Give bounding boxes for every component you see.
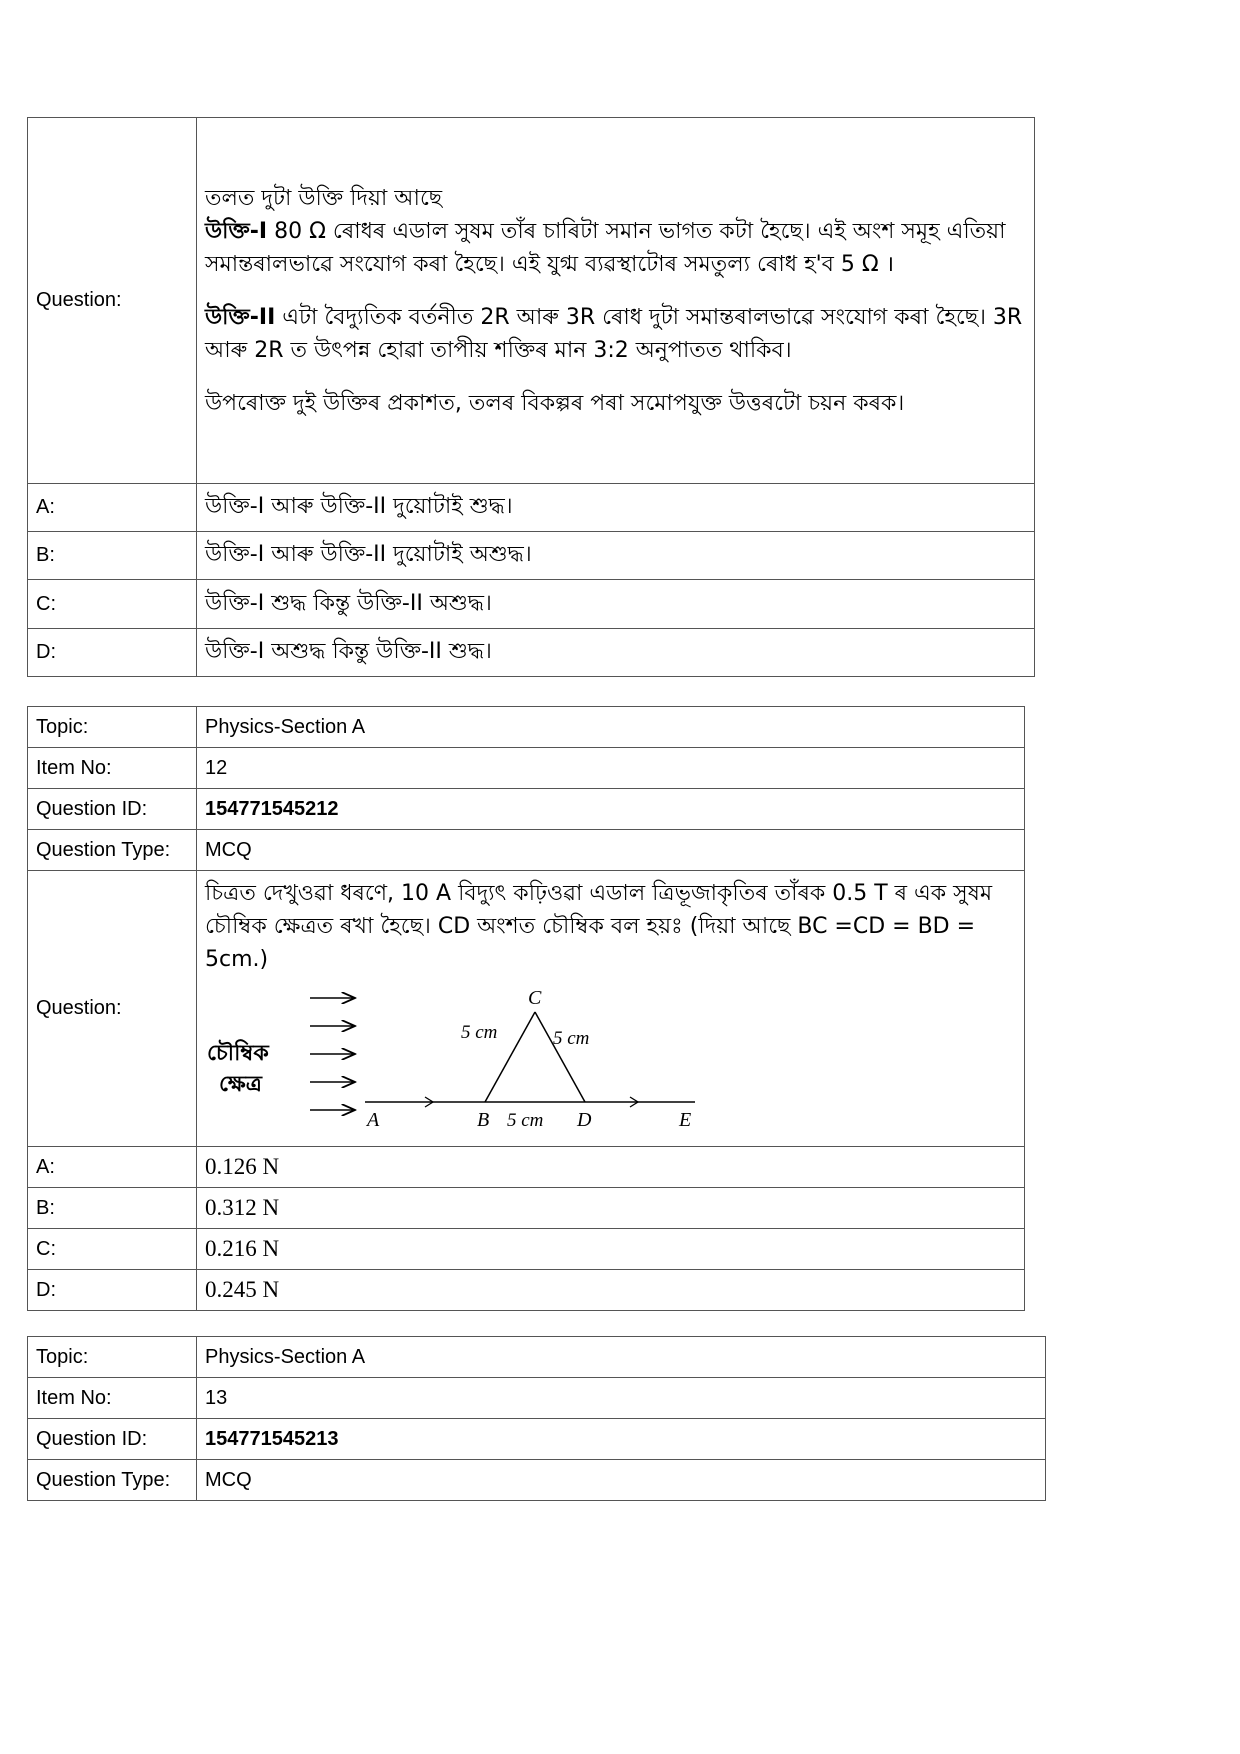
statement-2-title: উক্তি-II	[205, 304, 276, 330]
item-no-label: Item No:	[28, 1378, 197, 1419]
magnetic-field-arrows	[310, 998, 355, 1110]
meta-row	[28, 830, 1025, 871]
question-type-value: MCQ	[197, 830, 1025, 871]
option-text: 0.126 N	[197, 1147, 1025, 1188]
field-label-1: চৌম্বিক	[207, 1041, 269, 1066]
option-text: উক্তি-I শুদ্ধ কিন্তু উক্তি-II অশুদ্ধ।	[197, 580, 1035, 629]
question-11-table	[27, 117, 1035, 677]
option-row	[28, 484, 1035, 532]
option-text: উক্তি-I অশুদ্ধ কিন্তু উক্তি-II শুদ্ধ।	[197, 629, 1035, 677]
option-label: C:	[28, 1229, 197, 1270]
option-row	[28, 580, 1035, 629]
statement-1-title: উক্তি-I	[205, 218, 268, 244]
option-row	[28, 1188, 1025, 1229]
statement-2-text: এটা বৈদ্যুতিক বৰ্তনীত 2R আৰু 3R ৰোধ দুটা সমান্তৰালভাৱে সংযোগ কৰা হৈছে। 3R আৰু 2R ত উৎপন্ন হোৱা তাপীয় শক্তিৰ মান 3:2 অনুপাতত থাকিব।	[205, 304, 1023, 363]
field-label-2: ক্ষেত্ৰ	[219, 1072, 262, 1097]
question-text	[197, 871, 1025, 1147]
item-no-label: Item No:	[28, 748, 197, 789]
option-label: D:	[28, 629, 197, 677]
item-no-value: 13	[197, 1378, 1046, 1419]
statement-1-text: 80 Ω ৰোধৰ এডাল সুষম তাঁৰ চাৰিটা সমান ভাগত কটা হৈছে। এই অংশ সমূহ এতিয়া সমান্তৰালভাৱে সংযোগ কৰা হৈছে। এই যুগ্ম ব্যৱস্থাটোৰ সমতুল্য ৰোধ হ'ব 5 Ω ।	[205, 218, 1006, 277]
option-row	[28, 532, 1035, 580]
point-a-label: A	[367, 1109, 380, 1131]
point-c-label: C	[528, 987, 542, 1009]
question-intro: তলত দুটা উক্তি দিয়া আছে	[205, 185, 443, 211]
question-type-label: Question Type:	[28, 1460, 197, 1501]
option-label: A:	[28, 484, 197, 532]
statement-1	[205, 215, 1026, 281]
option-row	[28, 1270, 1025, 1311]
option-row	[28, 1147, 1025, 1188]
item-no-value: 12	[197, 748, 1025, 789]
meta-row	[28, 707, 1025, 748]
statement-2	[205, 301, 1026, 367]
topic-label: Topic:	[28, 707, 197, 748]
option-label: B:	[28, 532, 197, 580]
question-id-label: Question ID:	[28, 789, 197, 830]
question-text	[197, 118, 1035, 484]
question-type-label: Question Type:	[28, 830, 197, 871]
option-text: 0.245 N	[197, 1270, 1025, 1311]
option-text: 0.216 N	[197, 1229, 1025, 1270]
meta-row	[28, 748, 1025, 789]
length-bd-label: 5 cm	[507, 1110, 544, 1131]
topic-label: Topic:	[28, 1337, 197, 1378]
meta-row	[28, 1337, 1046, 1378]
option-text: 0.312 N	[197, 1188, 1025, 1229]
option-label: B:	[28, 1188, 197, 1229]
topic-value: Physics-Section A	[197, 1337, 1046, 1378]
point-d-label: D	[577, 1109, 592, 1131]
option-label: C:	[28, 580, 197, 629]
wire-cd	[535, 1012, 585, 1102]
question-label: Question:	[28, 118, 197, 484]
question-13-table	[27, 1336, 1046, 1501]
length-cd-label: 5 cm	[553, 1028, 590, 1049]
option-row	[28, 629, 1035, 677]
meta-row	[28, 789, 1025, 830]
option-label: D:	[28, 1270, 197, 1311]
question-12-table	[27, 706, 1025, 1311]
topic-value: Physics-Section A	[197, 707, 1025, 748]
meta-row	[28, 1460, 1046, 1501]
option-row	[28, 1229, 1025, 1270]
question-id-label: Question ID:	[28, 1419, 197, 1460]
option-text: উক্তি-I আৰু উক্তি-II দুয়োটাই অশুদ্ধ।	[197, 532, 1035, 580]
option-label: A:	[28, 1147, 197, 1188]
length-bc-label: 5 cm	[461, 1022, 498, 1043]
meta-row	[28, 1378, 1046, 1419]
triangle-circuit-figure	[205, 982, 725, 1132]
question-instruction: উপৰোক্ত দুই উক্তিৰ প্ৰকাশত, তলৰ বিকল্পৰ পৰা সমোপযুক্ত উত্তৰটো চয়ন কৰক।	[205, 390, 905, 416]
question-body: চিত্ৰত দেখুওৱা ধৰণে, 10 A বিদ্যুৎ কঢ়িওৱা এডাল ত্ৰিভূজাকৃতিৰ তাঁৰক 0.5 T ৰ এক সুষম চৌম্বিক ক্ষেত্ৰত ৰখা হৈছে। CD অংশত চৌম্বিক বল হয়ঃ (দিয়া আছে BC =CD = BD = 5cm.)	[205, 881, 993, 972]
question-id-value: 154771545213	[197, 1419, 1046, 1460]
point-e-label: E	[679, 1109, 692, 1131]
question-id-value: 154771545212	[197, 789, 1025, 830]
question-type-value: MCQ	[197, 1460, 1046, 1501]
point-b-label: B	[477, 1109, 490, 1131]
question-label: Question:	[28, 871, 197, 1147]
meta-row	[28, 1419, 1046, 1460]
option-text: উক্তি-I আৰু উক্তি-II দুয়োটাই শুদ্ধ।	[197, 484, 1035, 532]
